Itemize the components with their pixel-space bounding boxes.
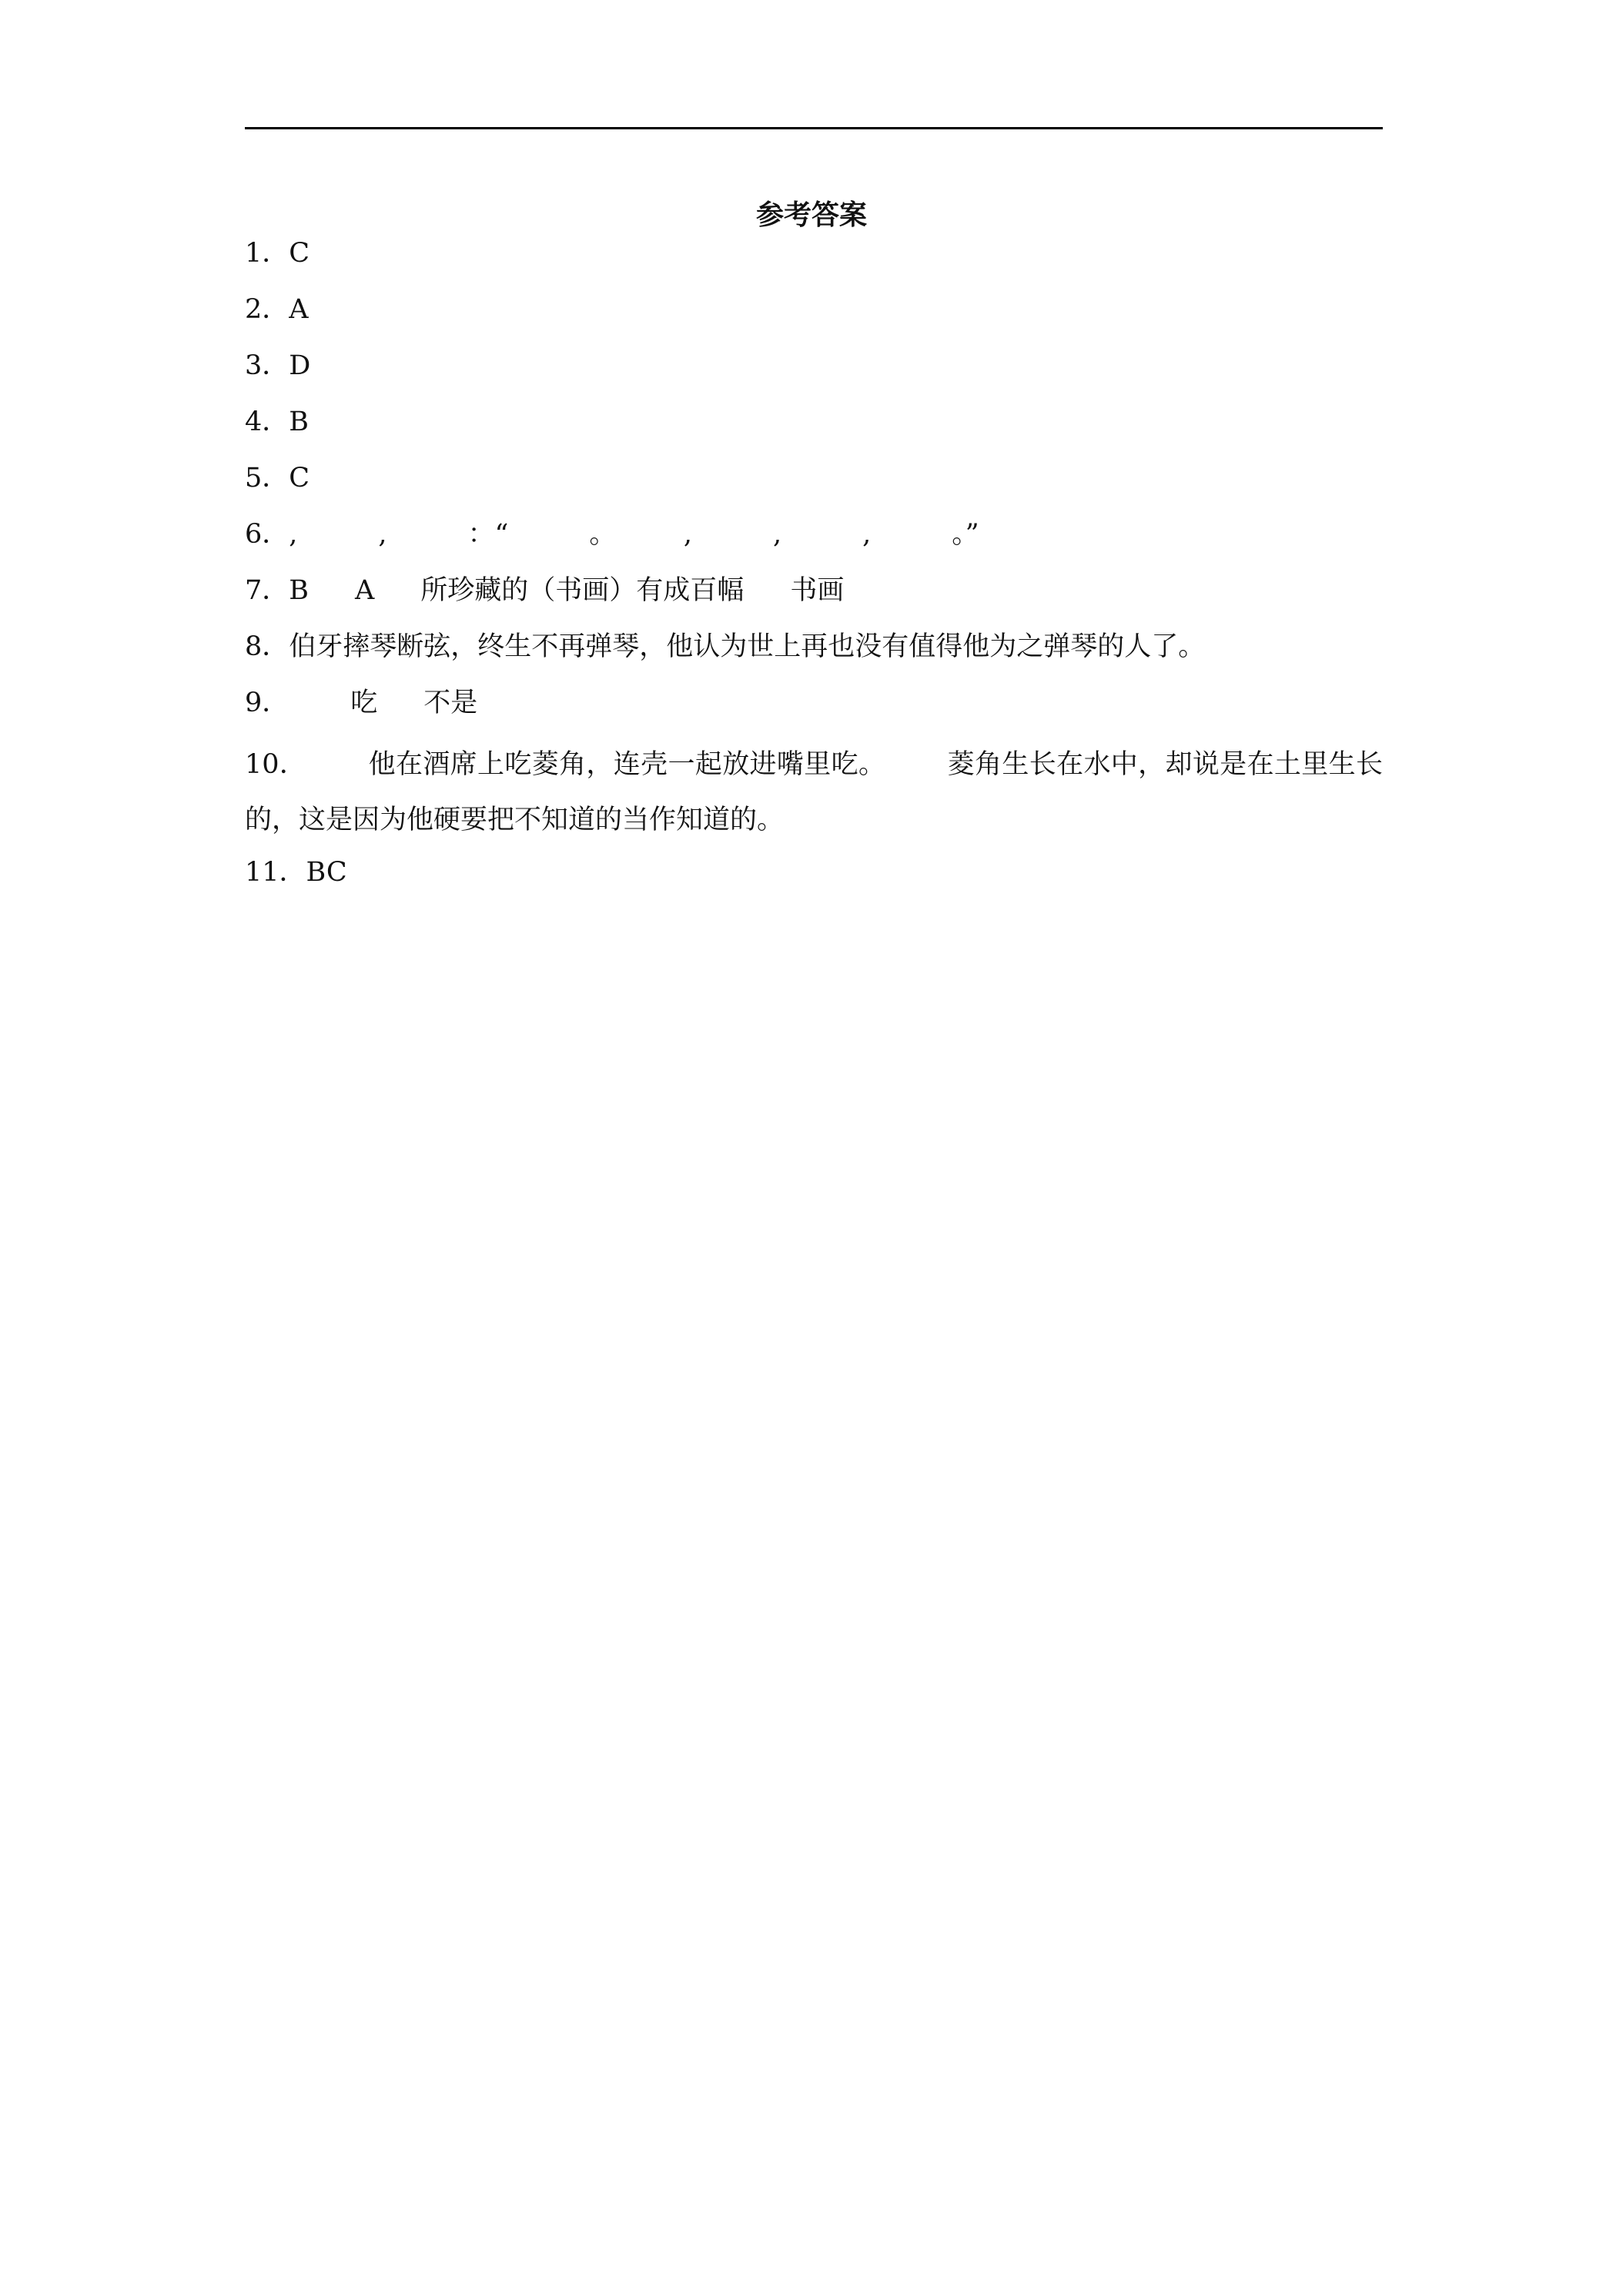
answer-number: 4．	[245, 407, 289, 437]
page-title: 参考答案	[755, 199, 867, 231]
answer-text: C	[289, 463, 310, 494]
answer-text: C	[289, 238, 310, 269]
answer-text: BC	[306, 857, 347, 888]
answer-text: A	[289, 294, 309, 325]
answer-number: 11．	[245, 857, 306, 888]
answer-part: 他在酒席上吃菱角，连壳一起放进嘴里吃。	[368, 749, 886, 780]
answer-part: 书画	[790, 575, 845, 606]
answer-number: 5．	[245, 463, 289, 494]
answer-number: 1．	[245, 238, 289, 269]
answer-number: 7．	[245, 575, 289, 606]
answer-text: D	[289, 350, 311, 381]
answer-item	[245, 624, 1383, 669]
answer-item	[245, 681, 1383, 725]
answer-item	[245, 287, 1383, 332]
answer-part: 不是	[423, 688, 478, 718]
answer-item	[245, 456, 1383, 500]
answer-number: 9．	[245, 688, 289, 718]
answer-number: 10．	[245, 749, 307, 780]
answer-item	[245, 343, 1383, 388]
answer-number: 6．	[245, 519, 289, 550]
answer-item	[245, 737, 1383, 848]
answer-number: 3．	[245, 350, 289, 381]
answer-item	[245, 850, 1383, 895]
answer-part: 所珍藏的（书画）有成百幅	[420, 575, 745, 606]
answer-item	[245, 512, 1383, 557]
answer-text: 伯牙摔琴断弦，终生不再弹琴，他认为世上再也没有值得他为之弹琴的人了。	[289, 631, 1206, 662]
answer-item	[245, 400, 1383, 444]
answer-number: 8．	[245, 631, 289, 662]
answer-item	[245, 568, 1383, 613]
answer-item	[245, 231, 1383, 276]
answer-number: 2．	[245, 294, 289, 325]
answer-part: A	[355, 575, 375, 606]
answer-text: B	[289, 407, 310, 437]
answer-part: B	[289, 575, 310, 606]
answer-text: , , ：“ 。 , , , 。”	[289, 519, 979, 550]
answer-part: 菱角生长在水中，却说是在土里生长的，这是因为他硬要把不知道的当作知道的。	[245, 749, 1383, 835]
header-rule	[245, 127, 1383, 129]
answer-part: 吃	[350, 688, 378, 718]
